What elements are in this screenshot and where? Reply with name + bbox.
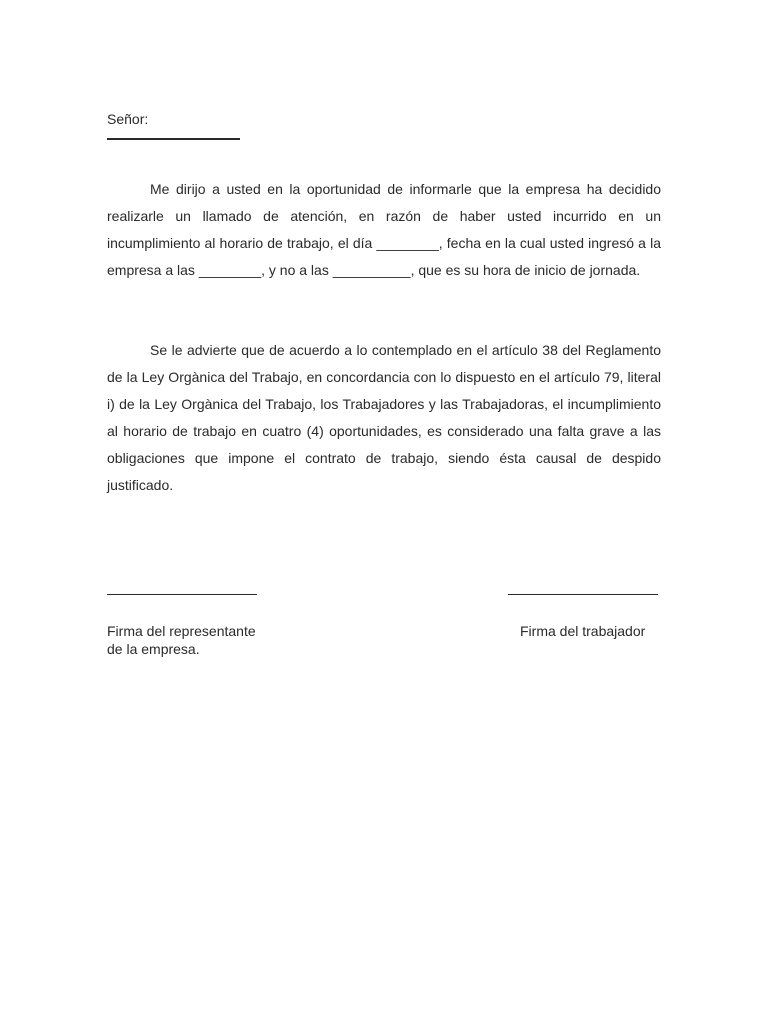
salutation: Señor: (107, 111, 149, 127)
signature-line-worker (508, 594, 658, 595)
paragraph-warning: Se le advierte que de acuerdo a lo contemplado en el artículo 38 del Reglamento de la Ley Orgànica del Trabajo, en concordancia con lo dispuesto en el artículo 79, literal i) de la Ley Orgànica del Trabajo, los Trabajadores y las Trabajadoras, el incumplimiento al horario de trabajo en cuatro (4) oportunidades, es considerado una falta grave a las obligaciones que impone el contrato de trabajo, siendo ésta causal de despido justificado. (107, 342, 661, 493)
letter-page (107, 0, 661, 1024)
signature-label-company (107, 622, 256, 658)
signature-line-company (107, 594, 257, 595)
paragraph-notice: Me dirijo a usted en la oportunidad de informarle que la empresa ha decidido realizarle un llamado de atención, en razón de haber usted incurrido en un incumplimiento al horario de trabajo, el día ________, fecha en la cual usted ingresó a la empresa a las ________, y no a las __________, que es su hora de inicio de jornada. (107, 181, 661, 278)
recipient-name-line (107, 138, 240, 140)
signature-label-worker: Firma del trabajador (520, 623, 646, 639)
signature-label-company-line1: Firma del representante (107, 623, 256, 639)
signature-label-company-line2: de la empresa. (107, 641, 200, 657)
